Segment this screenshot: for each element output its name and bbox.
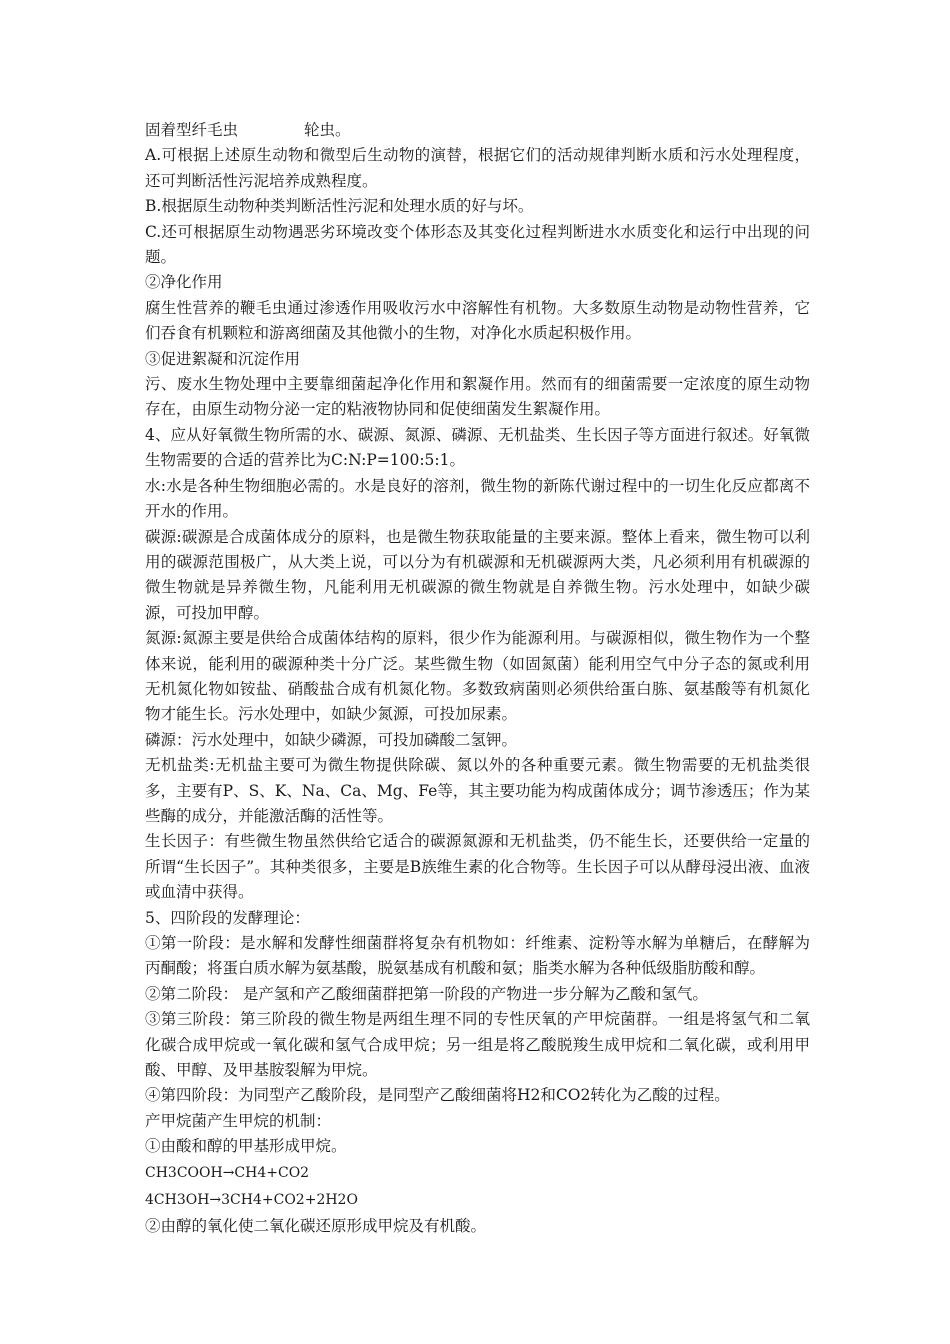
paragraph: ③第三阶段：第三阶段的微生物是两组生理不同的专性厌氧的产甲烷菌群。一组是将氢气和二氧化碳合成甲烷或一氧化碳和氢气合成甲烷；另一组是将乙酸脱羧生成甲烷和二氧化碳，或利用甲酸、甲醇、及甲基胺裂解为甲烷。 — [145, 1010, 810, 1080]
paragraph: ④第四阶段：为同型产乙酸阶段，是同型产乙酸细菌将H2和CO2转化为乙酸的过程。 — [145, 1086, 730, 1105]
first-line-right: 轮虫。 — [304, 121, 351, 139]
paragraph: 产甲烷菌产生甲烷的机制： — [145, 1111, 332, 1130]
paragraph: 氮源:氮源主要是供给合成菌体结构的原料，很少作为能源利用。与碳源相似，微生物作为一个整体来说，能利用的碳源种类十分广泛。某些微生物（如固氮菌）能利用空气中分子态的氮或利用无机氮化物如铵盐、硝酸盐合成有机氮化物。多数致病菌则必须供给蛋白胨、氨基酸等有机氮化物才能生长。污水处理中，如缺少氮源，可投加尿素。 — [145, 629, 810, 724]
paragraph: ②第二阶段： 是产氢和产乙酸细菌群把第一阶段的产物进一步分解为乙酸和氢气。 — [145, 984, 708, 1003]
paragraph: ①由酸和醇的甲基形成甲烷。 — [145, 1137, 347, 1156]
paragraph: 碳源:碳源是合成菌体成分的原料，也是微生物获取能量的主要来源。整体上看来，微生物可以利用的碳源范围极广，从大类上说，可以分为有机碳源和无机碳源两大类，凡必须利用有机碳源的微生物就是异养微生物，凡能利用无机碳源的微生物就是自养微生物。污水处理中，如缺少碳源，可投加甲醇。 — [145, 527, 810, 622]
paragraph: 腐生性营养的鞭毛虫通过渗透作用吸收污水中溶解性有机物。大多数原生动物是动物性营养，它们吞食有机颗粒和游离细菌及其他微小的生物，对净化水质起积极作用。 — [145, 298, 810, 343]
paragraph: 磷源：污水处理中，如缺少磷源，可投加磷酸二氢钾。 — [145, 730, 518, 749]
paragraph: C.还可根据原生动物遇恶劣环境改变个体形态及其变化过程判断进水水质变化和运行中出现的问题。 — [145, 222, 810, 267]
first-line-left: 固着型纤毛虫 — [145, 121, 239, 139]
paragraph: A.可根据上述原生动物和微型后生动物的演替，根据它们的活动规律判断水质和污水处理程度，还可判断活性污泥培养成熟程度。 — [145, 146, 810, 190]
paragraph: 水:水是各种生物细胞必需的。水是良好的溶剂，微生物的新陈代谢过程中的一切生化反应都离不开水的作用。 — [145, 476, 810, 521]
paragraph: 无机盐类:无机盐主要可为微生物提供除碳、氮以外的各种重要元素。微生物需要的无机盐类很多，主要有P、S、K、Na、Ca、Mg、Fe等，其主要功能为构成菌体成分；调节渗透压；作为某些酶的成分，并能激活酶的活性等。 — [145, 756, 810, 825]
formula: 4CH3OH→3CH4+CO2+2H2O — [145, 1191, 358, 1208]
first-line — [145, 118, 810, 143]
section-heading: 5、四阶段的发酵理论： — [145, 908, 310, 927]
paragraph: 生长因子：有些微生物虽然供给它适合的碳源氮源和无机盐类，仍不能生长，还要供给一定量的所谓“生长因子”。其种类很多，主要是B族维生素的化合物等。生长因子可以从酵母浸出液、血液或血清中获得。 — [145, 832, 810, 902]
paragraph: 4、应从好氧微生物所需的水、碳源、氮源、磷源、无机盐类、生长因子等方面进行叙述。好氧微生物需要的合适的营养比为C:N:P=100:5:1。 — [145, 425, 810, 470]
paragraph: ①第一阶段：是水解和发酵性细菌群将复杂有机物如：纤维素、淀粉等水解为单糖后，在酵解为丙酮酸；将蛋白质水解为氨基酸，脱氨基成有机酸和氨；脂类水解为各种低级脂肪酸和醇。 — [145, 934, 810, 978]
document-body — [145, 118, 810, 1239]
section-heading: ②净化作用 — [145, 273, 223, 292]
paragraph: 污、废水生物处理中主要靠细菌起净化作用和絮凝作用。然而有的细菌需要一定浓度的原生动物存在，由原生动物分泌一定的粘液物协同和促使细菌发生絮凝作用。 — [145, 375, 810, 419]
paragraph: B.根据原生动物种类判断活性污泥和处理水质的好与坏。 — [145, 197, 534, 216]
paragraph: ②由醇的氧化使二氧化碳还原形成甲烷及有机酸。 — [145, 1216, 487, 1235]
formula: CH3COOH→CH4+CO2 — [145, 1164, 310, 1181]
section-heading: ③促进絮凝和沉淀作用 — [145, 349, 301, 368]
